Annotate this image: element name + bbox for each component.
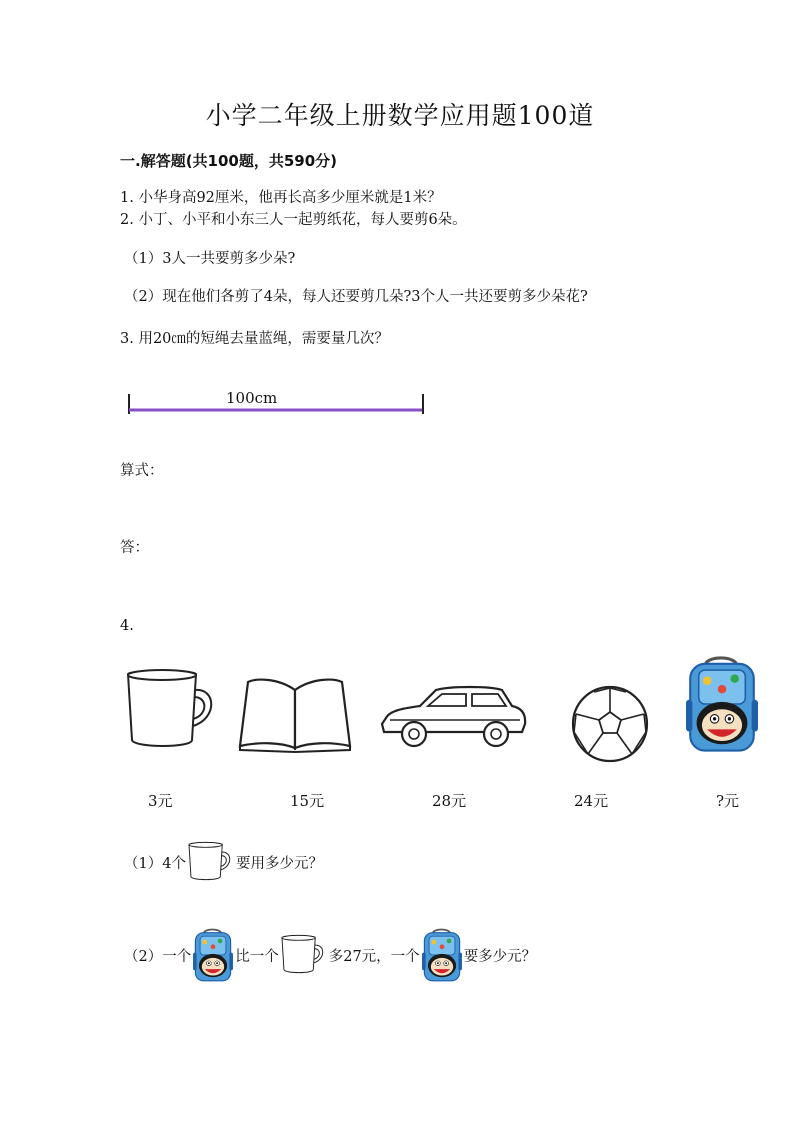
backpack-price: ?元: [716, 792, 740, 810]
question-4-part-2: [124, 926, 536, 984]
backpack-icon: [193, 928, 233, 982]
cup-icon: [281, 930, 327, 980]
question-2-part-2: （2）现在他们各剪了4朵，每人还要剪几朵?3个人一共还要剪多少朵花?: [124, 289, 588, 305]
cup-icon: [188, 837, 234, 887]
question-2: 2. 小丁、小平和小东三人一起剪纸花，每人要剪6朵。: [120, 212, 467, 228]
q4-2-c: 多27元，一个: [328, 948, 420, 965]
question-4: 4.: [120, 618, 134, 634]
book-icon: [238, 676, 354, 752]
rope-length-label: 100cm: [226, 389, 278, 407]
q4-2-a: （2）一个: [124, 948, 192, 965]
answer-label: 答：: [120, 540, 149, 556]
blue-rope-diagram: [124, 392, 434, 416]
ball-price: 24元: [574, 792, 609, 810]
cup-price: 3元: [148, 792, 173, 810]
backpack-icon: [422, 928, 462, 982]
q4-2-b: 比一个: [235, 948, 279, 965]
q4-2-d: 要多少元？: [463, 948, 537, 965]
question-4-part-1: [124, 836, 323, 888]
cup-icon: [126, 670, 212, 752]
section-heading: 一.解答题(共100题，共590分): [120, 152, 338, 170]
question-2-part-1: （1）3人一共要剪多少朵?: [124, 251, 296, 267]
formula-label: 算式：: [120, 463, 164, 479]
soccer-ball-icon: [570, 684, 650, 764]
book-price: 15元: [290, 792, 325, 810]
q4-1-prefix: （1）4个: [124, 855, 186, 872]
question-1: 1. 小华身高92厘米，他再长高多少厘米就是1米？: [120, 190, 442, 206]
page-title: 小学二年级上册数学应用题100道: [205, 101, 595, 130]
q4-1-suffix: 要用多少元？: [235, 855, 323, 872]
backpack-icon: [686, 654, 758, 754]
question-3: 3. 用20㎝的短绳去量蓝绳，需要量几次？: [120, 331, 389, 347]
car-price: 28元: [432, 792, 467, 810]
car-icon: [380, 684, 528, 750]
